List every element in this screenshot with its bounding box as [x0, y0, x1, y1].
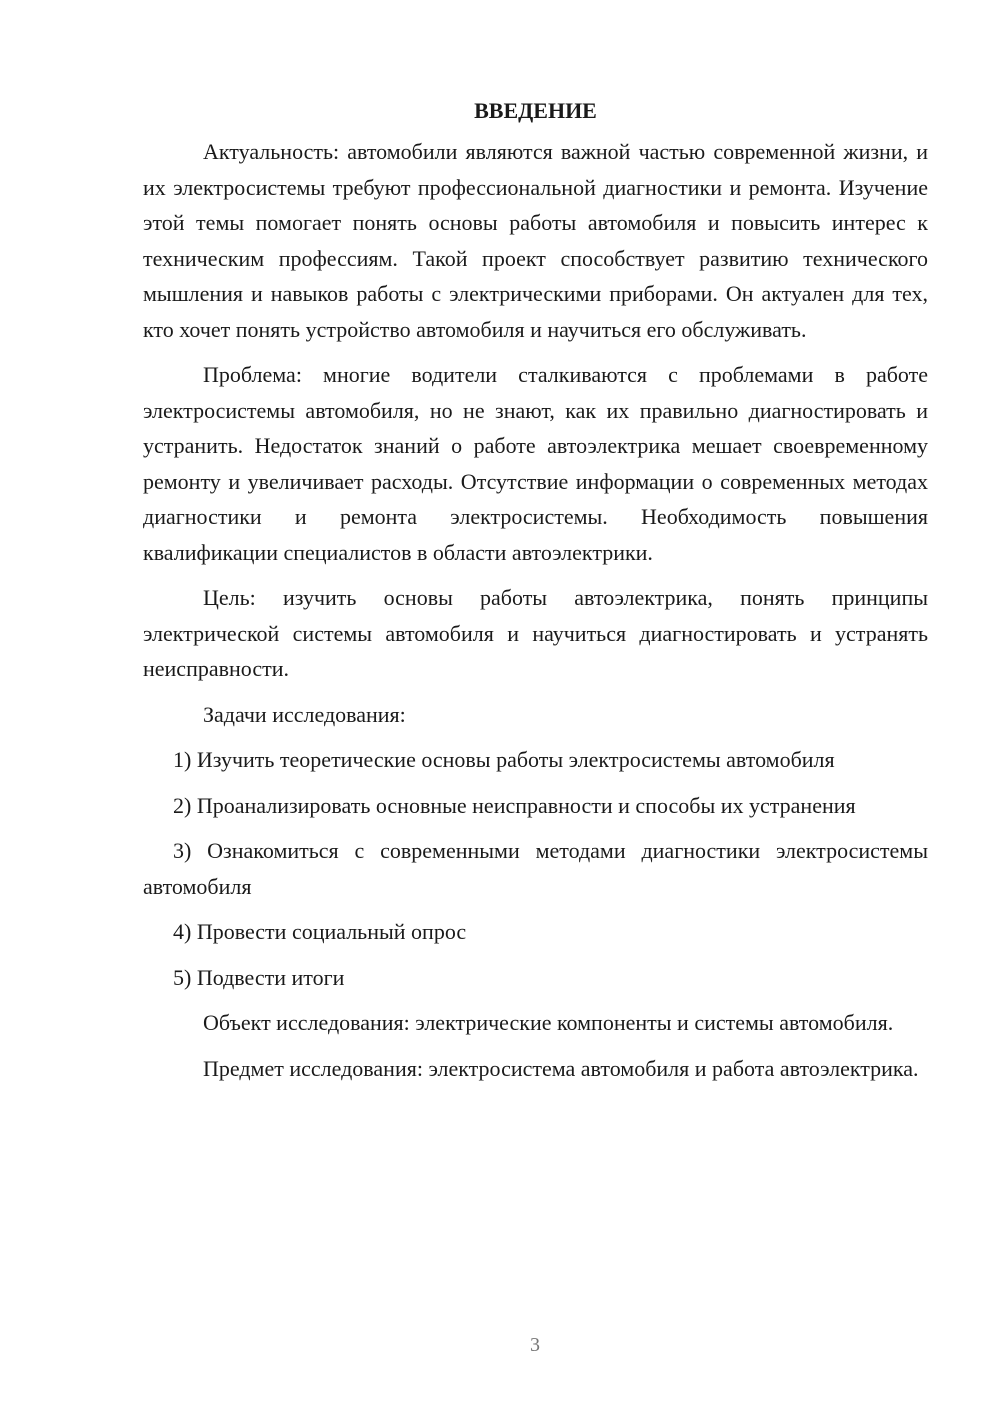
task-item-3: 3) Ознакомиться с современными методами диагностики электросистемы автомобиля — [143, 838, 928, 899]
document-body — [143, 92, 928, 1086]
page-title: ВВЕДЕНИЕ — [474, 98, 597, 123]
object-paragraph: Объект исследования: электрические компоненты и системы автомобиля. — [203, 1010, 894, 1035]
relevance-paragraph: Актуальность: автомобили являются важной частью современной жизни, и их электросистемы требуют профессиональной диагностики и ремонта. Изучение этой темы помогает понять основы работы автомобиля и повысить интерес к техническим профессиям. Такой проект способствует развитию технического мышления и навыков работы с электрическими приборами. Он актуален для тех, кто хочет понять устройство автомобиля и научиться его обслуживать. — [143, 139, 928, 342]
task-item-4: 4) Провести социальный опрос — [173, 919, 467, 944]
subject-paragraph: Предмет исследования: электросистема автомобиля и работа автоэлектрика. — [203, 1055, 919, 1081]
problem-paragraph: Проблема: многие водители сталкиваются с проблемами в работе электросистемы автомобиля, но не знают, как их правильно диагностировать и устранить. Недостаток знаний о работе автоэлектрика мешает своевременному ремонту и увеличивает расходы. Отсутствие информации о современных методах диагностики и ремонта электросистемы. Необходимость повышения квалификации специалистов в области автоэлектрики. — [143, 362, 928, 565]
task-item-1: 1) Изучить теоретические основы работы электросистемы автомобиля — [173, 747, 835, 772]
task-item-2: 2) Проанализировать основные неисправности и способы их устранения — [173, 792, 856, 818]
task-item-5: 5) Подвести итоги — [173, 964, 345, 990]
goal-paragraph: Цель: изучить основы работы автоэлектрика, понять принципы электрической системы автомобиля и научиться диагностировать и устранять неисправности. — [143, 585, 928, 681]
page-number: 3 — [530, 1334, 540, 1356]
tasks-heading: Задачи исследования: — [203, 701, 406, 727]
